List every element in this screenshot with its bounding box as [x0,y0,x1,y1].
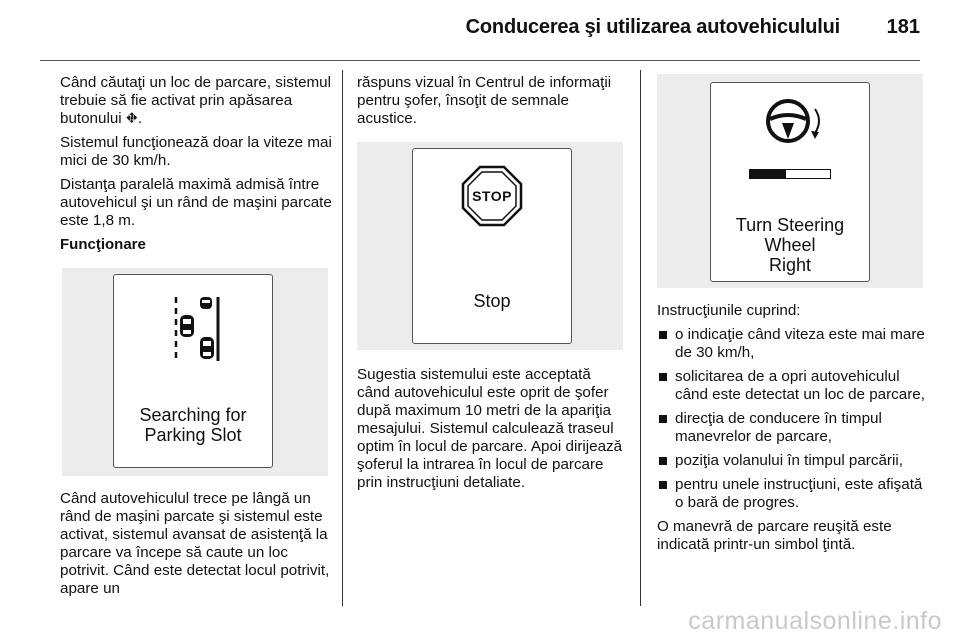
paragraph: O manevră de parcare reuşită este indicată printr-un simbol ţintă. [657,518,892,553]
car-icon [180,315,194,337]
column-1 [60,74,332,604]
column-3 [657,74,927,560]
progress-bar-fill [750,170,786,178]
paragraph: Instrucţiunile cuprind: [657,302,801,319]
steering-wheel-icon [711,83,869,153]
figure-stop [357,142,623,350]
paragraph: Sistemul funcţionează doar la viteze mai mici de 30 km/h. [60,134,332,169]
page-header [0,0,960,60]
progress-bar [749,169,831,179]
watermark: carmanualsonline.info [688,607,942,635]
display-screen [710,82,870,282]
list-item: direcţia de conducere în timpul manevrelor de parcare, [657,410,927,446]
list-item: o indicaţie când viteza este mai mare de 30 km/h, [657,326,927,362]
column-divider [342,70,343,606]
section-heading: Funcţionare [60,236,146,253]
column-divider [640,70,641,606]
stop-sign-label: STOP [472,188,512,204]
paragraph: Când autovehiculul trece pe lângă un rând de maşini parcate şi sistemul este activat, sistemul avansat de asistenţă la parcare va începe să caute un loc potrivit. Când este detectat locul potrivit, apare un [60,490,330,597]
list-item: poziţia volanului în timpul parcării, [657,452,927,470]
header-rule [40,60,920,61]
car-icon [200,337,214,359]
parking-search-icon [114,275,272,385]
paragraph: Distanţa paralelă maximă admisă între autovehicul şi un rând de maşini parcate este 1,8 m. [60,176,332,229]
list-item: solicitarea de a opri autovehiculul când este detectat un loc de parcare, [657,368,927,404]
screen-message: Searching for Parking Slot [139,405,247,445]
display-screen [113,274,273,468]
car-icon [200,297,212,309]
screen-message: Stop [473,291,511,311]
screen-message: Turn Steering Wheel Right [735,215,845,275]
figure-searching-parking [62,268,328,476]
paragraph: Când căutaţi un loc de parcare, sistemul trebuie să fie activat prin apăsarea butonului ⛖. [60,74,331,127]
column-2 [357,74,627,498]
list-item: pentru unele instrucţiuni, este afişată o bară de progres. [657,476,927,512]
display-screen [412,148,572,344]
paragraph: răspuns vizual în Centrul de informaţii pentru şofer, însoţit de semnale acustice. [357,74,612,127]
figure-turn-steering [657,74,923,288]
instruction-list [657,326,927,512]
page-number: 181 [886,16,920,38]
page-title: Conducerea şi utilizarea autovehiculului [465,16,840,38]
paragraph: Sugestia sistemului este acceptată când autovehiculul este oprit de şofer după maximum 10 metri de la apariţia mesajului. Sistemul calculează traseul optim în locul de parcare. Apoi dirijează şoferul la intrarea în locul de parcare prin instrucţiuni detaliate. [357,366,623,491]
